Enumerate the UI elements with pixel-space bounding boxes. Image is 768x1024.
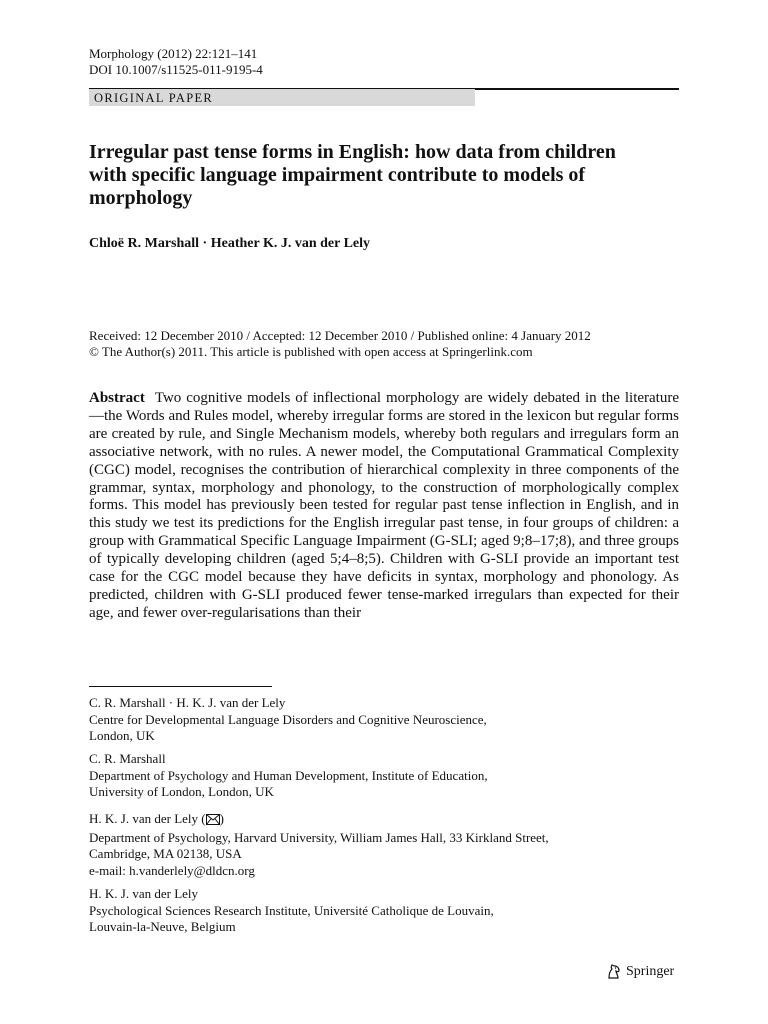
affiliation-block [89,695,689,745]
footnote-rule [89,686,272,687]
affiliation-line: Department of Psychology, Harvard University, William James Hall, 33 Kirkland Street, [89,829,549,845]
affiliation-line: London, UK [89,728,155,743]
doi: DOI 10.1007/s11525-011-9195-4 [89,62,263,77]
envelope-icon[interactable] [206,813,220,830]
affiliation-block [89,811,689,879]
affiliation-names: C. R. Marshall [89,751,166,766]
affiliation-block [89,751,689,801]
affiliation-line: Department of Psychology and Human Development, Institute of Education, [89,767,488,783]
affiliation-line: Cambridge, MA 02138, USA [89,846,242,861]
affiliation-line: Centre for Developmental Language Disorders and Cognitive Neuroscience, [89,711,487,727]
affiliation-names: H. K. J. van der Lely ( [89,811,206,826]
springer-horse-icon [606,964,622,980]
abstract-text: Two cognitive models of inflectional morphology are widely debated in the literature—the Words and Rules model, whereby irregular forms are stored in the lexicon but regular forms are created by rule, and Single Mechanism models, whereby both regulars and irregulars form an associative network, with no rules. A newer model, the Computational Grammatical Complexity (CGC) model, recognises the contribution of hierarchical complexity in three components of the grammar, syntax, morphology and phonology, to the construction of morphologically complex forms. This model has previously been tested for regular past tense inflection in English, and in this study we test its predictions for the English irregular past tense, in four groups of children: a group with Grammatical Specific Language Impairment (G-SLI; aged 9;8–17;8), and three groups of typically developing children (aged 5;4–8;5). Children with G-SLI provide an important test case for the CGC model because they have deficits in syntax, morphology and phonology. As predicted, children with G-SLI produced fewer tense-marked irregulars than expected for their age, and fewer over-regularisations than their [89,390,679,621]
publisher-logo [606,963,674,981]
dates-line: Received: 12 December 2010 / Accepted: 12 December 2010 / Published online: 4 January 2012 [89,328,591,343]
journal-reference: Morphology (2012) 22:121–141 [89,46,258,61]
affiliation-names-suffix: ) [219,811,224,826]
email-link[interactable]: e-mail: h.vanderlely@dldcn.org [89,862,255,878]
publication-dates [89,328,689,360]
affiliation-line: University of London, London, UK [89,784,274,799]
abstract [89,390,679,623]
affiliation-names-row [89,811,689,830]
affiliation-line: Louvain-la-Neuve, Belgium [89,919,236,934]
paper-title: Irregular past tense forms in English: how data from children with specific language impairment contribute to models of morphology [89,141,616,209]
copyright-line: © The Author(s) 2011. This article is published with open access at Springerlink.com [89,344,533,359]
affiliation-names: C. R. Marshall · H. K. J. van der Lely [89,695,286,710]
publisher-name: Springer [626,964,675,979]
affiliation-names: H. K. J. van der Lely [89,886,199,901]
affiliation-line: Psychological Sciences Research Institute, Université Catholique de Louvain, [89,902,494,918]
authors: Chloë R. Marshall · Heather K. J. van der Lely [89,236,371,251]
affiliation-block [89,886,689,936]
section-label: ORIGINAL PAPER [94,91,214,105]
abstract-label: Abstract [89,390,145,406]
